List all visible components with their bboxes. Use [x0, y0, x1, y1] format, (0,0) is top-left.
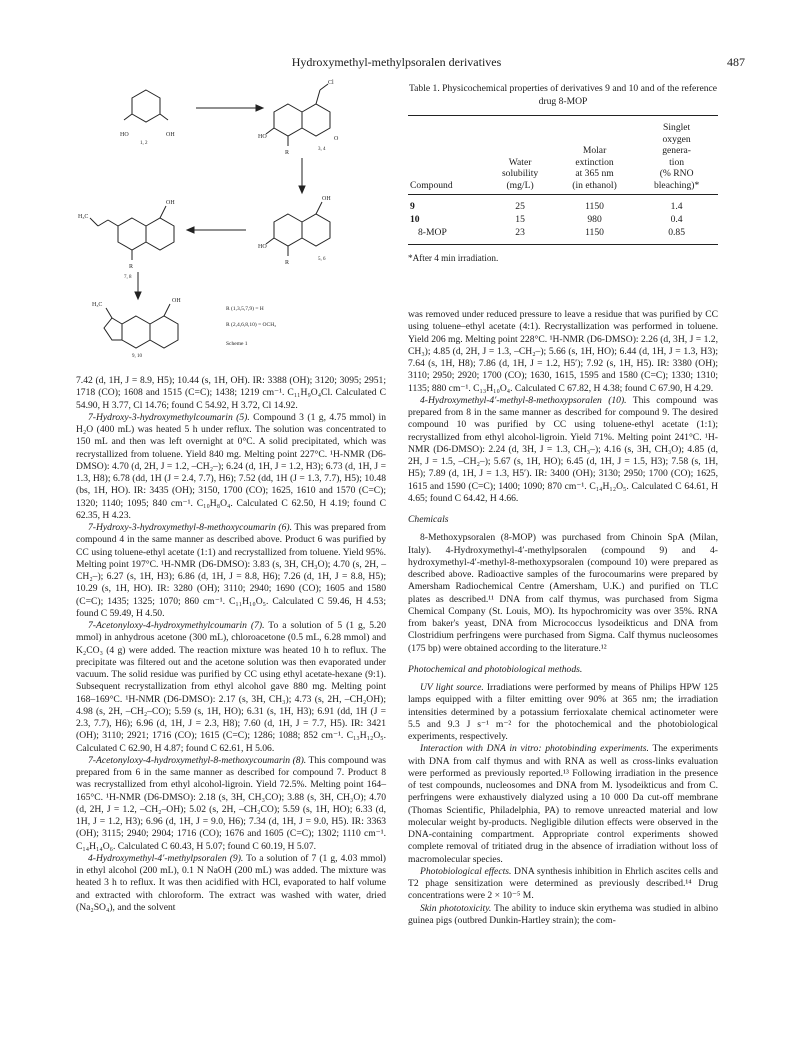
label-o-3: O	[334, 136, 339, 142]
running-header: Hydroxymethyl-methylpsoralen derivatives	[291, 55, 502, 69]
coumarin-ring-b	[274, 214, 302, 246]
label-h3c-9: H₃C	[92, 302, 103, 308]
paragraph: 4-Hydroxymethyl-4′-methyl-8-methoxypsoralen (10). This compound was prepared from 8 in the same manner as described for compound 9. The desired compound 10 was purified by CC using toluene-ethyl acetate (1:1); recrystallized from ethyl alcohol-ligroin. Yield 71%. Melting point 241°C. ¹H-NMR (D6-DMSO): 2.24 (d, 3H, J = 1.3, CH₃–); 4.16 (s, 3H, CH₃O); 4.85 (d, 2H, J = 1.5, –CH₂–); 5.67 (s, 1H, HO); 6.45 (d, 1H, J = 1.5, H3); 7.58 (s, 1H, H5); 7.89 (d, 1H, J = 1.3, H5′). IR: 3400 (OH); 3130; 2950; 1700 (CO); 1625, 1615 and 1590 (C=C); 1400; 1090; 870 cm⁻¹. C₁₄H₁₂O₅. Calculated C 64.61, H 4.65; found C 64.42, H 4.66.	[408, 394, 718, 504]
label-ho-3: HO	[258, 134, 267, 140]
header-molar-extinction: Molar extinction at 365 nm (in ethanol)	[554, 120, 635, 195]
paragraph: 8-Methoxypsoralen (8-MOP) was purchased from Chinoin SpA (Milan, Italy). 4-Hydroxymethyl-4′-methylpsoralen (compound 9) and 4-hydroxymethyl-4′-methyl-8-methoxypsoralen (compound 10) were prepared as described above. Radioactive samples of the furocoumarins were prepared by Amersham Radiochemical Centre (Amersham, U.K.) and purified on TLC plates as described.¹¹ DNA from calf thymus, was purchased from Sigma Chemical Company (St. Louis, MO). Its hypochromicity was over 35%. RNA from baker's yeast, DNA from Micrococcus lysodeikticus and DNA from Clostridium perfringens were purchased from Sigma. Calf thymus nucleosomes (175 bp) were obtained according to the literature.¹²	[408, 532, 718, 654]
page-number: 487	[727, 55, 745, 69]
paragraph: 7-Hydroxy-3-hydroxymethylcoumarin (5). Compound 3 (1 g, 4.75 mmol) in H₂O (400 mL) was heated 5 h under reflux. The solution was concentrated to 150 mL and then was left overnight at 0°C. A solid precipitated, which was recrystallized from toluene. Yield 840 mg. Melting point 227°C. ¹H-NMR (D6-DMSO): 4.70 (d, 2H, J = 1.2, –CH₂–); 6.24 (d, 1H, J = 1.2, H3); 6.73 (d, 1H, J = 1.3, H8); 6.78 (dd, 1H (J = 2.4, 7.7), H6); 7.52 (dd, 1H (J = 1.3, 7.7), H5); 10.48 (bs, 1H, HO). IR: 3435 (OH); 3150, 1700 (CO); 1625, 1610 and 1570 (C=C); 1320; 1140; 1095; 840 cm⁻¹. C₁₀H₈O₄. Calculated C 62.50, H 4.19; found C 62.35, H 4.23.	[76, 411, 386, 521]
label-oh-9: OH	[172, 298, 181, 304]
paragraph: Skin phototoxicity. The ability to induce skin erythema was studied in albino guinea pigs (outbred Dunkin-Hartley strain); the com-	[408, 902, 718, 926]
header-singlet-oxygen: Singlet oxygen genera- tion (% RNO bleaching)*	[635, 120, 718, 195]
table-caption-text: Physicochemical properties of derivatives 9 and 10 and of the reference drug 8-MOP	[442, 83, 718, 107]
reaction-scheme	[76, 78, 396, 358]
table-row: 10 15 980 0.4	[410, 214, 683, 225]
psoralen-ring	[122, 316, 150, 348]
coumarin-ring-c	[118, 218, 146, 250]
paragraph: 7-Hydroxy-3-hydroxymethyl-8-methoxycoumarin (6). This was prepared from compound 4 in the same manner as described above. Product 6 was purified by CC using toluene-ethyl acetate (1:1) and recrystallized from toluene. Yield 95%. Melting point 197°C. ¹H-NMR (D6-DMSO): 3.83 (s, 3H, CH₃O); 4.70 (s, 2H, –CH₂–); 6.27 (s, 1H, H3); 6.86 (d, 1H, J = 8.8, H6); 7.26 (d, 1H, J = 8.8, H5); 10.29 (s, 1H, HO). IR: 3280 (OH); 3110; 2940; 1690 (CO); 1605 and 1580 (C=C); 1435; 1325; 1070; 860 cm⁻¹. C₁₁H₁₀O₅. Calculated C 59.46, H 4.53; found C 59.49, H 4.50.	[76, 522, 386, 619]
label-compound-9-10: 9, 10	[132, 354, 142, 358]
coumarin-ring-a	[274, 104, 302, 136]
legend-r-h: R (1,3,5,7,9) = H	[226, 306, 264, 312]
label-compound-7-8: 7, 8	[124, 275, 132, 280]
paragraph: UV light source. Irradiations were performed by means of Philips HPW 125 lamps equipped with a filter emitting over 90% at 365 nm; the irradiation intensities determined by a potassium ferrioxalate chemical actinometer were 5.5 and 9.3 J s⁻¹ m⁻² for the photochemical and the photobiological experiments, respectively.	[408, 682, 718, 742]
paragraph: 7-Acetonyloxy-4-hydroxymethyl-8-methoxycoumarin (8). This compound was prepared from 6 in the same manner as described for compound 7. Product 8 was recrystallized from ethyl alcohol-ligroin. Yield 72.5%. Melting point 164–165°C. ¹H-NMR (D6-DMSO): 2.18 (s, 3H, CH₃CO); 3.88 (s, 3H, CH₃O); 4.70 (d, 2H, J = 1.2, –CH₂–OH); 5.02 (s, 2H, –CH₂CO); 5.59 (s, 1H, HO); 6.33 (d, 1H, J = 1.2, H3); 6.96 (d, 1H, J = 9.0, H6); 7.34 (d, 1H, J = 9.0, H5). IR: 3363 (OH); 3115; 2940; 2904; 1716 (CO); 1676 and 1605 (C=C); 1302; 1110 cm⁻¹. C₁₄H₁₄O₆. Calculated C 60.43, H 5.07; found C 60.19, H 5.07.	[76, 754, 387, 852]
section-heading-methods: Photochemical and photobiological methods.	[408, 663, 583, 675]
paragraph: Interaction with DNA in vitro: photobinding experiments. The experiments with DNA from calf thymus and with RNA as well as cross-links evaluation were performed as previously reported.¹³ Following irradiation in the presence of test compounds, nucleosomes and DNA from M. lysodeikticus and from C. perfringens were exhaustively dialyzed using a 10 000 Da cut-off membrane (Thomas Scientific, Philadelphia, PA) to remove unreacted material and low molecular weight by-products. Negligible dilution effects were observed in the DNA-containing compartment. Appropriate control experiments showed complete removal of tritiated drug in the absence of irradiation without loss of macromolecular species.	[408, 743, 718, 865]
right-column	[408, 309, 718, 927]
label-compound-3-4: 3, 4	[318, 147, 326, 152]
table-row: 9 25 1150 1.4	[410, 201, 683, 212]
label-h3c-7: H₃C	[78, 214, 89, 220]
label-r-3: R	[285, 150, 290, 156]
paragraph: 4-Hydroxymethyl-4′-methylpsoralen (9). To a solution of 7 (1 g, 4.03 mmol) in ethyl alcohol (200 mL), 0.1 N NaOH (200 mL) was added. The mixture was heated 3 h to reflux. It was then acidified with HCl, evaporated to half volume and extracted with chloroform. The extract was washed with water, dried (Na₂SO₄), and the solvent	[76, 852, 386, 913]
label-compound-1-2: 1, 2	[140, 141, 148, 146]
resorcinol-ring	[132, 90, 160, 122]
label-ho-1: HO	[120, 132, 129, 138]
paragraph: 7.42 (d, 1H, J = 8.9, H5); 10.44 (s, 1H, OH). IR: 3388 (OH); 3120; 3095; 2951; 1718 (CO); 1608 and 1515 (C=C); 1438; 1219 cm⁻¹. C₁₁H₉O₄Cl. Calculated C 54.90, H 3.77, Cl 14.76; found C 54.92, H 3.72, Cl 14.92.	[76, 375, 386, 411]
label-compound-5-6: 5, 6	[318, 257, 326, 262]
paragraph: Photobiological effects. DNA synthesis inhibition in Ehrlich ascites cells and T2 phage sensitization were determined as previously described.¹⁴ Drug concentrations were 2 × 10⁻⁵ M.	[408, 865, 719, 902]
table-1	[408, 83, 718, 263]
label-r-7: R	[129, 264, 134, 270]
legend-r-och3: R (2,4,6,8,10) = OCH₃	[226, 322, 277, 328]
table-footnote: *After 4 min irradiation.	[408, 253, 499, 263]
label-r-5: R	[285, 260, 290, 266]
table-label: Table 1.	[408, 83, 440, 94]
table-row: 8-MOP 23 1150 0.85	[408, 226, 718, 245]
label-ho-5: HO	[258, 244, 267, 250]
paragraph: 7-Acetonyloxy-4-hydroxymethylcoumarin (7). To a solution of 5 (1 g, 5.20 mmol) in anhydrous acetone (300 mL), chloroacetone (0.5 mL, 6.28 mmol) and K₂CO₃ (4 g) were added. The reaction mixture was heated 10 h to reflux. The precipitate was filtered out and the acetone solution was then evaporated under vacuum. The solid residue was purified by CC using ethyl acetate-hexane (9:1). Subsequent recrystallization from ethyl alcohol gave 880 mg. Melting point 168–169°C. ¹H-NMR (D6-DMSO): 2.17 (s, 3H, CH₃); 4.73 (s, 2H, –CH₂OH); 4.98 (s, 2H, –CH₂–CO); 5.59 (s, 1H, HO); 6.31 (s, 1H, H3); 6.91 (dd, 1H (J = 2.3, 7.7), H6); 6.96 (d, 1H, J = 2.3, H8); 7.60 (d, 1H, J = 7.7, H5). IR: 3421 (OH); 3110; 2921; 1716 (CO); 1615 (C=C); 1286; 1088; 852 cm⁻¹. C₁₃H₁₂O₅. Calculated C 62.90, H 4.87; found C 62.61, H 5.06.	[76, 620, 386, 754]
label-oh-5: OH	[322, 196, 331, 202]
paragraph: was removed under reduced pressure to leave a residue that was purified by CC using toluene–ethyl acetate (4:1). Recrystallization was performed in toluene. Yield 206 mg. Melting point 228°C. ¹H-NMR (D6-DMSO): 2.26 (d, 3H, J = 1.2, CH₃); 4.85 (d, 2H, J = 1.3, –CH₂–); 5.66 (s, 1H, HO); 6.44 (d, 1H, J = 1.3, H3); 7.64 (s, 1H, H8); 7.86 (d, 1H, J = 1.2, H5′); 7.92 (s, 1H, H5). IR: 3380 (OH); 3110; 2950; 2920; 1700 (CO); 1630, 1615, 1595 and 1580 (C=C); 1330; 1310; 1135; 880 cm⁻¹. C₁₃H₁₀O₄. Calculated C 67.82, H 4.38; found C 67.90, H 4.29.	[408, 309, 718, 394]
scheme-1-figure	[76, 78, 396, 358]
table-caption	[408, 83, 718, 108]
label-oh-7: OH	[166, 200, 175, 206]
header-water-solubility: Water solubility (mg/L)	[486, 120, 554, 195]
left-column	[76, 375, 386, 914]
scheme-caption: Scheme 1	[226, 341, 248, 347]
header-compound: Compound	[408, 120, 486, 195]
section-heading-chemicals: Chemicals	[408, 514, 449, 525]
physicochemical-table	[408, 115, 718, 245]
label-oh-1: OH	[166, 132, 175, 138]
label-cl: Cl	[328, 80, 334, 86]
